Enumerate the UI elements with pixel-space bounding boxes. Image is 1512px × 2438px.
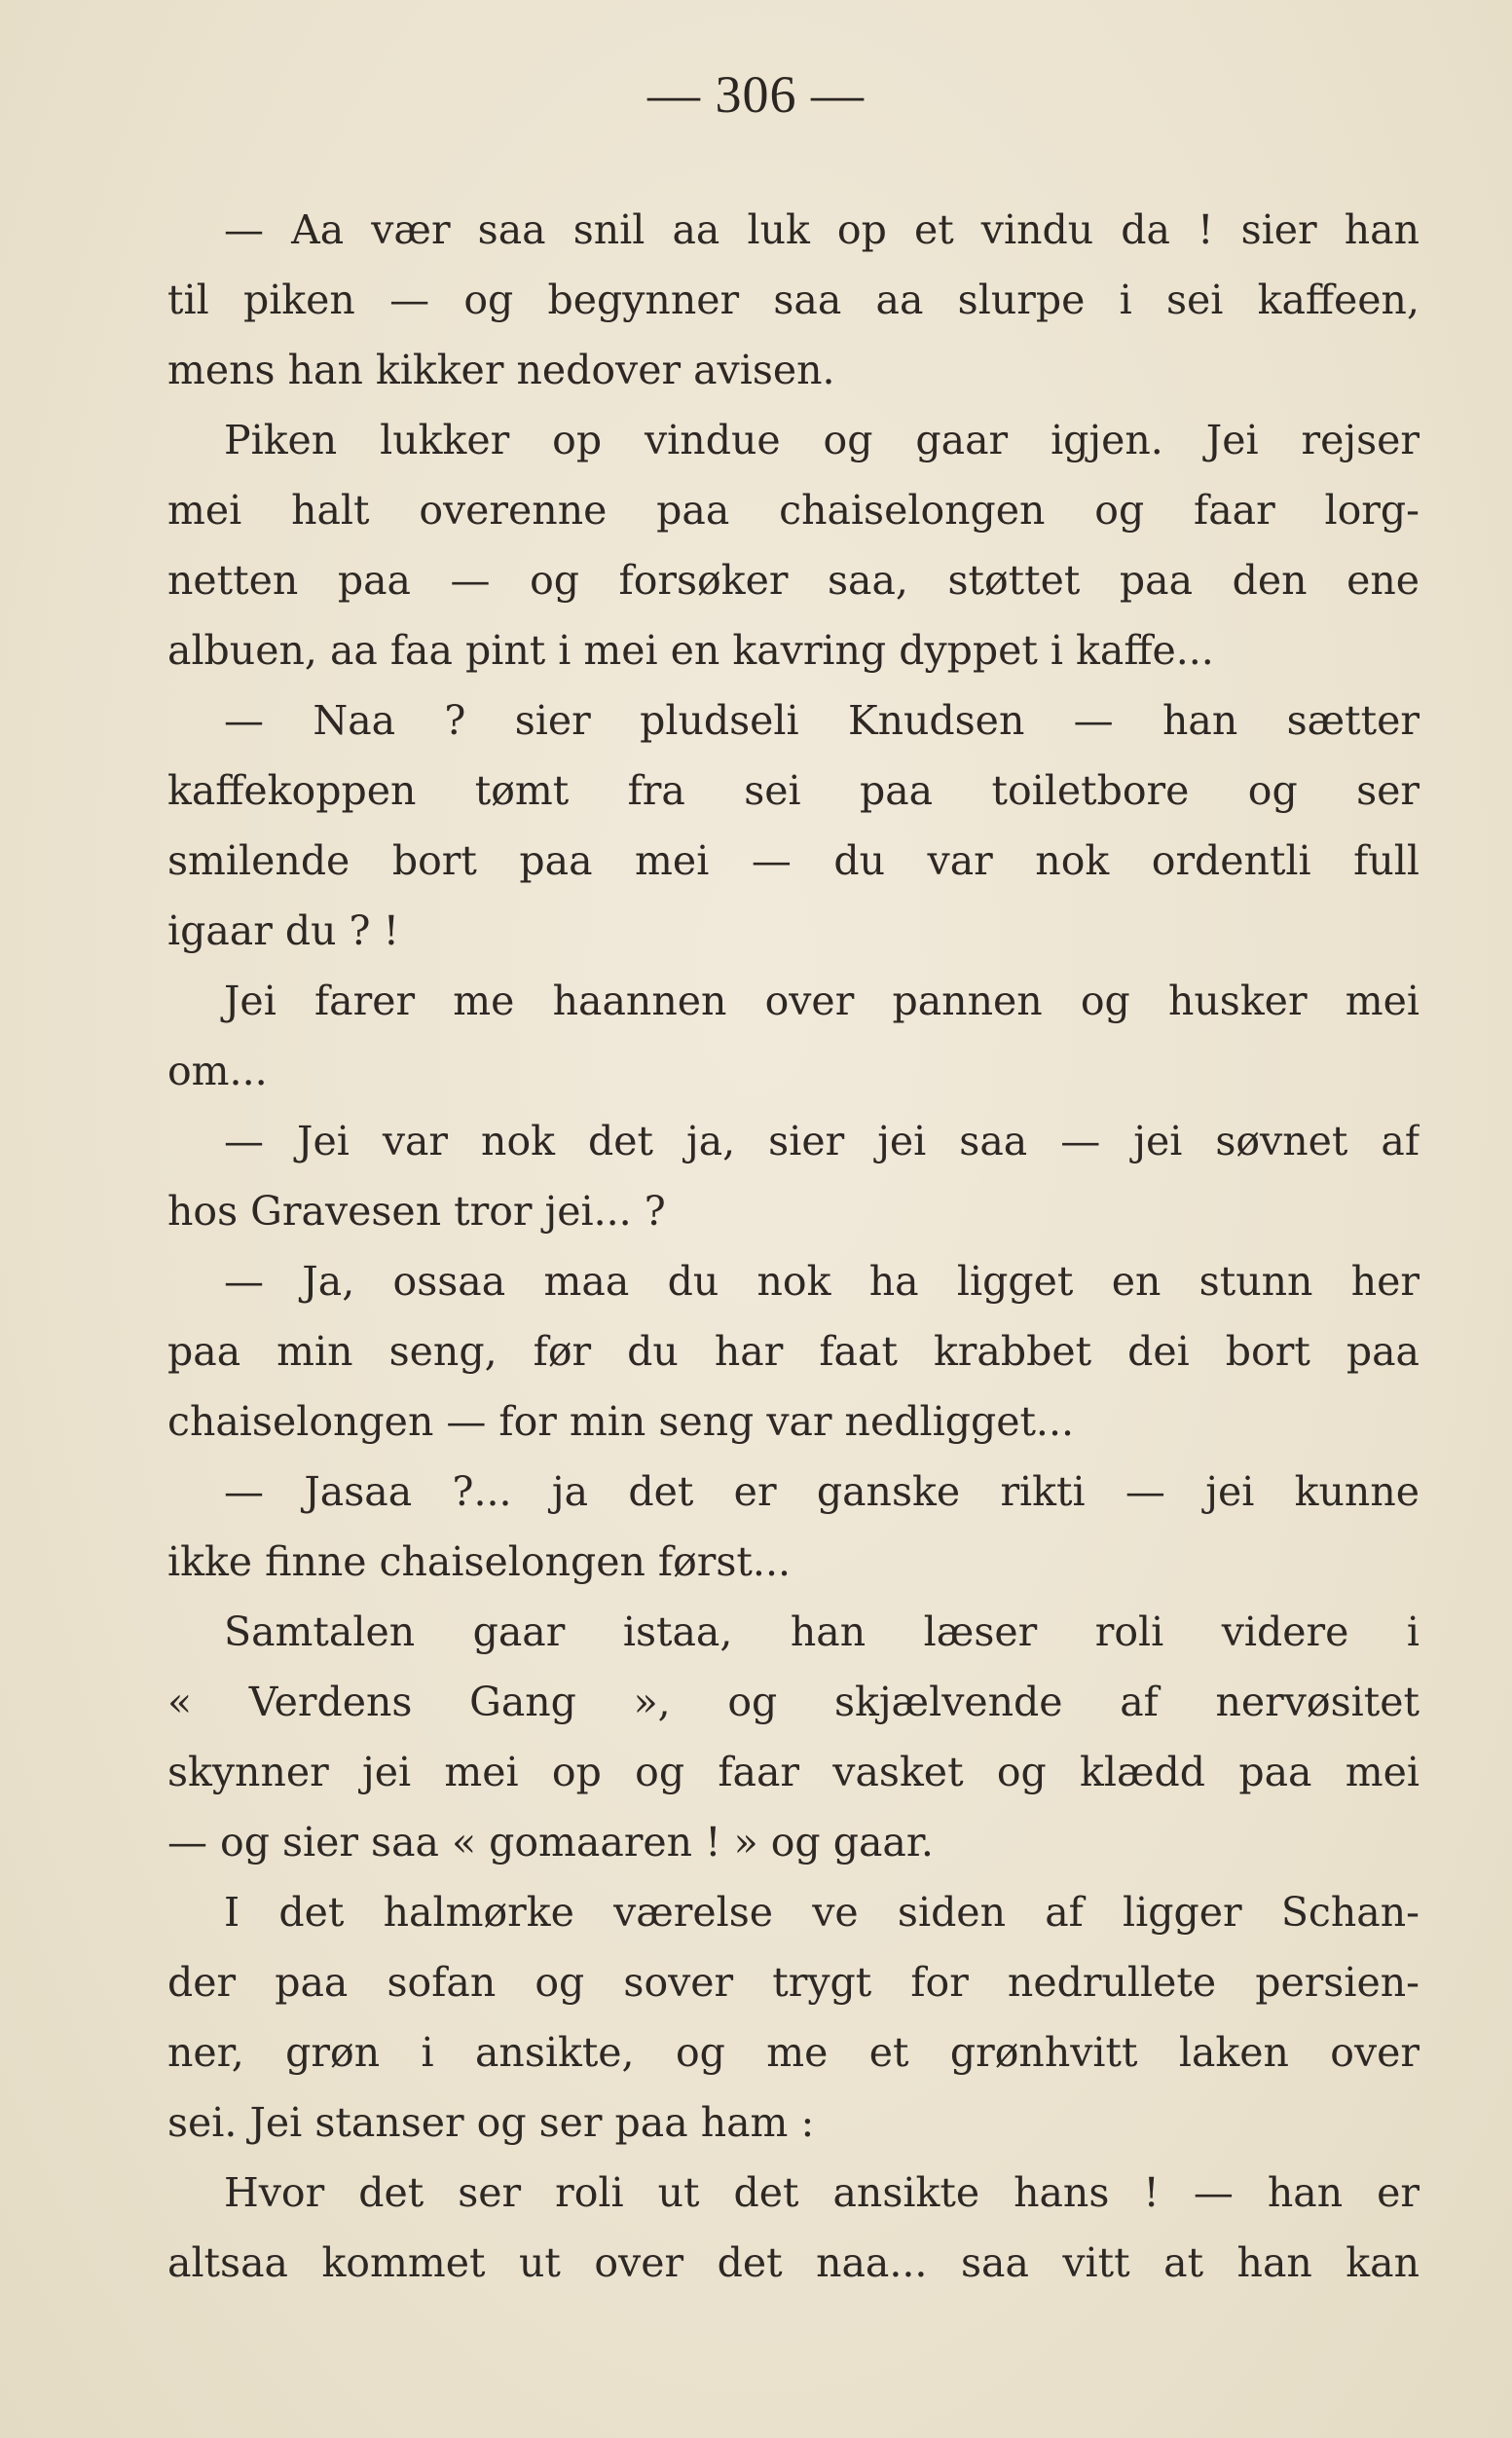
text-line: igaar du ? ! xyxy=(167,907,400,954)
text-line: — Aa vær saa snil aa luk op et vindu da ! sier han xyxy=(224,206,1420,253)
text-line: om... xyxy=(167,1048,268,1094)
text-line: mei halt overenne paa chaiselongen og faar lorg- xyxy=(167,487,1420,534)
text-line: Piken lukker op vindue og gaar igjen. Jei rejser xyxy=(224,417,1420,463)
text-line: ikke finne chaiselongen først... xyxy=(167,1538,792,1585)
text-line: skynner jei mei op og faar vasket og klædd paa mei xyxy=(167,1749,1420,1795)
text-line: smilende bort paa mei — du var nok ordentli full xyxy=(167,837,1420,884)
text-line: albuen, aa faa pint i mei en kavring dyppet i kaffe... xyxy=(167,627,1214,674)
text-line: I det halmørke værelse ve siden af ligger Schan- xyxy=(224,1889,1420,1936)
text-line: « Verdens Gang », og skjælvende af nervøsitet xyxy=(167,1679,1420,1725)
text-line: — Naa ? sier pludseli Knudsen — han sætter xyxy=(224,697,1420,744)
text-line: — Jasaa ?... ja det er ganske rikti — jei kunne xyxy=(224,1468,1420,1515)
text-line: — Ja, ossaa maa du nok ha ligget en stunn her xyxy=(224,1258,1420,1305)
text-line: sei. Jei stanser og ser paa ham : xyxy=(167,2099,815,2146)
page-number: — 306 — xyxy=(647,65,865,124)
text-line: til piken — og begynner saa aa slurpe i sei kaffeen, xyxy=(167,277,1420,323)
text-line: kaffekoppen tømt fra sei paa toiletbore og ser xyxy=(167,767,1420,814)
text-line: Samtalen gaar istaa, han læser roli videre i xyxy=(224,1608,1420,1655)
text-line: altsaa kommet ut over det naa... saa vitt at han kan xyxy=(167,2239,1420,2286)
text-line: mens han kikker nedover avisen. xyxy=(167,347,835,393)
text-line: ner, grøn i ansikte, og me et grønhvitt laken over xyxy=(167,2029,1420,2076)
text-line: Hvor det ser roli ut det ansikte hans ! — han er xyxy=(224,2169,1420,2216)
body-text xyxy=(167,195,1420,2298)
text-line: chaiselongen — for min seng var nedligget... xyxy=(167,1398,1075,1445)
text-line: — og sier saa « gomaaren ! » og gaar. xyxy=(167,1819,934,1865)
text-line: paa min seng, før du har faat krabbet dei bort paa xyxy=(167,1328,1420,1375)
text-line: netten paa — og forsøker saa, støttet paa den ene xyxy=(167,557,1420,604)
text-line: der paa sofan og sover trygt for nedrullete persien- xyxy=(167,1959,1420,2006)
text-line: hos Gravesen tror jei... ? xyxy=(167,1188,666,1235)
text-line: Jei farer me haannen over pannen og husker mei xyxy=(224,978,1420,1024)
text-line: — Jei var nok det ja, sier jei saa — jei søvnet af xyxy=(224,1118,1420,1164)
